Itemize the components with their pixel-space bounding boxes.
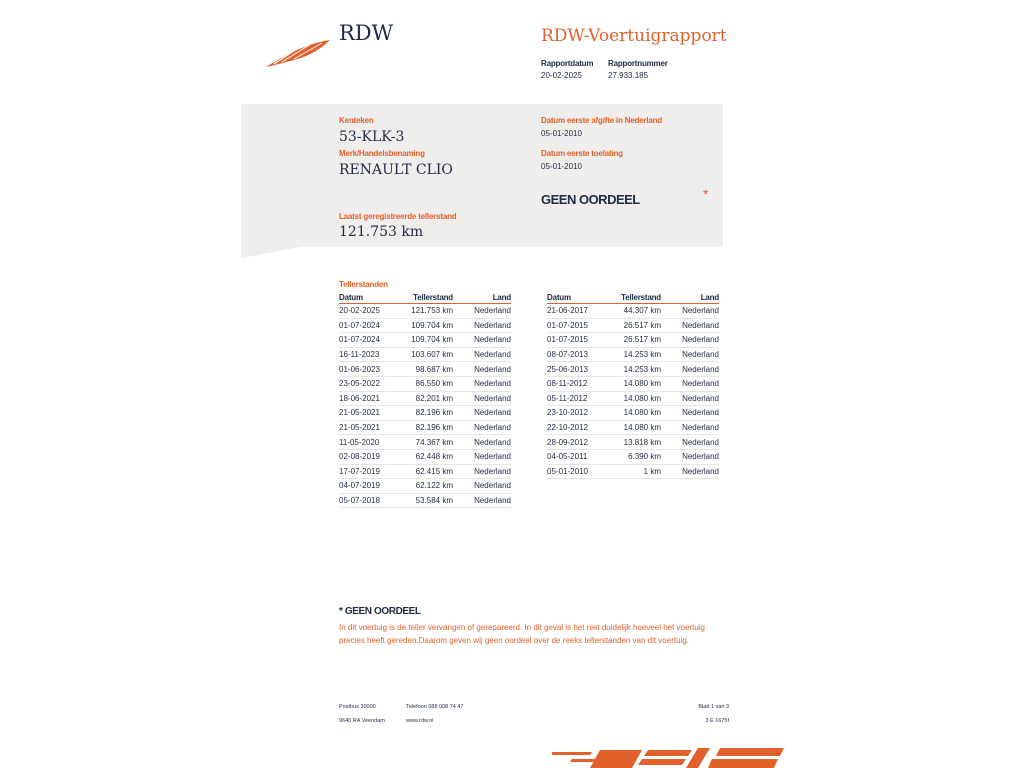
last-odometer-value: 121.753 km	[339, 224, 424, 240]
cell-country: Nederland	[661, 362, 719, 377]
table-row	[339, 304, 511, 319]
footnote-title: * GEEN OORDEEL	[339, 606, 421, 617]
cell-country: Nederland	[661, 318, 719, 333]
vehicle-summary-panel	[241, 104, 723, 247]
cell-odometer: 44.307 km	[609, 304, 661, 319]
cell-odometer: 53.584 km	[401, 493, 453, 508]
cell-odometer: 26.517 km	[609, 333, 661, 348]
vehicle-make: RENAULT CLIO	[339, 162, 453, 178]
table-row	[339, 464, 511, 479]
cell-date: 01-07-2024	[339, 333, 401, 348]
cell-date: 04-07-2019	[339, 479, 401, 494]
cell-date: 01-07-2015	[547, 318, 609, 333]
report-title: RDW-Voertuigrapport	[541, 26, 727, 46]
table-row	[547, 333, 719, 348]
table-row	[339, 435, 511, 450]
cell-date: 05-07-2018	[339, 493, 401, 508]
first-admission-label: Datum eerste toelating	[541, 149, 623, 158]
first-admission-date: 05-01-2010	[541, 162, 582, 171]
cell-date: 23-10-2012	[547, 406, 609, 421]
first-issue-nl-label: Datum eerste afgifte in Nederland	[541, 116, 662, 125]
column-header-date: Datum	[339, 292, 401, 304]
cell-odometer: 62.415 km	[401, 464, 453, 479]
cell-country: Nederland	[453, 464, 511, 479]
report-number-label: Rapportnummer	[608, 59, 668, 68]
brand-name: RDW	[339, 21, 394, 45]
cell-country: Nederland	[661, 376, 719, 391]
cell-country: Nederland	[453, 362, 511, 377]
cell-country: Nederland	[453, 347, 511, 362]
odometer-table-left	[339, 292, 511, 508]
cell-date: 28-09-2012	[547, 435, 609, 450]
table-row	[339, 347, 511, 362]
cell-country: Nederland	[453, 493, 511, 508]
table-row	[339, 420, 511, 435]
report-number: 27.933.185	[608, 71, 649, 80]
table-row	[547, 435, 719, 450]
verdict-text: GEEN OORDEEL	[541, 192, 640, 207]
cell-country: Nederland	[453, 420, 511, 435]
cell-odometer: 62.122 km	[401, 479, 453, 494]
table-row	[547, 318, 719, 333]
footer-page-number: Blad 1 van 3	[698, 704, 729, 710]
table-row	[547, 304, 719, 319]
cell-date: 21-06-2017	[547, 304, 609, 319]
cell-odometer: 1 km	[609, 464, 661, 479]
report-date: 20-02-2025	[541, 71, 582, 80]
cell-date: 02-08-2019	[339, 449, 401, 464]
table-row	[339, 479, 511, 494]
cell-date: 08-07-2013	[547, 347, 609, 362]
cell-odometer: 26.517 km	[609, 318, 661, 333]
first-issue-nl-date: 05-01-2010	[541, 129, 582, 138]
cell-country: Nederland	[661, 464, 719, 479]
cell-odometer: 14.253 km	[609, 347, 661, 362]
report-date-label: Rapportdatum	[541, 59, 594, 68]
last-odometer-label: Laatst geregistreerde tellerstand	[339, 212, 457, 221]
cell-date: 25-06-2013	[547, 362, 609, 377]
cell-date: 20-02-2025	[339, 304, 401, 319]
table-row	[547, 464, 719, 479]
table-row	[339, 362, 511, 377]
cell-date: 01-07-2024	[339, 318, 401, 333]
cell-odometer: 13.818 km	[609, 435, 661, 450]
table-row	[547, 406, 719, 421]
plate-label: Kenteken	[339, 116, 374, 125]
cell-country: Nederland	[661, 391, 719, 406]
table-row	[547, 420, 719, 435]
table-row	[547, 449, 719, 464]
column-header-odometer: Tellerstand	[609, 292, 661, 304]
cell-country: Nederland	[453, 391, 511, 406]
cell-country: Nederland	[661, 406, 719, 421]
cell-odometer: 6.390 km	[609, 449, 661, 464]
cell-odometer: 103.607 km	[401, 347, 453, 362]
table-header-row	[547, 292, 719, 304]
cell-date: 23-05-2022	[339, 376, 401, 391]
cell-country: Nederland	[661, 420, 719, 435]
table-row	[339, 449, 511, 464]
cell-date: 22-10-2012	[547, 420, 609, 435]
odometer-table-right	[547, 292, 719, 479]
column-header-odometer: Tellerstand	[401, 292, 453, 304]
cell-date: 16-11-2023	[339, 347, 401, 362]
cell-date: 18-06-2021	[339, 391, 401, 406]
cell-country: Nederland	[453, 435, 511, 450]
cell-country: Nederland	[661, 347, 719, 362]
footer-website[interactable]: www.rdw.nl	[406, 718, 434, 724]
column-header-date: Datum	[547, 292, 609, 304]
cell-country: Nederland	[453, 304, 511, 319]
cell-odometer: 14.080 km	[609, 376, 661, 391]
cell-odometer: 62.448 km	[401, 449, 453, 464]
footer-address-line1: Postbus 30000	[339, 704, 376, 710]
cell-date: 01-06-2023	[339, 362, 401, 377]
column-header-country: Land	[453, 292, 511, 304]
cell-odometer: 121.753 km	[401, 304, 453, 319]
cell-date: 01-07-2015	[547, 333, 609, 348]
table-header-row	[339, 292, 511, 304]
rdw-stripes-decoration-icon	[552, 746, 784, 768]
cell-country: Nederland	[453, 376, 511, 391]
cell-odometer: 14.080 km	[609, 406, 661, 421]
cell-odometer: 14.253 km	[609, 362, 661, 377]
cell-odometer: 14.080 km	[609, 391, 661, 406]
cell-date: 05-01-2010	[547, 464, 609, 479]
cell-country: Nederland	[453, 449, 511, 464]
verdict-footnote-marker: *	[703, 186, 709, 202]
footer-address-line2: 9640 RA Veendam	[339, 718, 385, 724]
table-row	[547, 347, 719, 362]
cell-date: 05-11-2012	[547, 391, 609, 406]
cell-date: 08-11-2012	[547, 376, 609, 391]
rdw-feather-logo-icon	[264, 34, 332, 70]
panel-tab-decoration	[241, 247, 301, 258]
cell-odometer: 86.550 km	[401, 376, 453, 391]
table-row	[547, 391, 719, 406]
table-row	[339, 376, 511, 391]
cell-odometer: 82.196 km	[401, 420, 453, 435]
cell-country: Nederland	[661, 333, 719, 348]
cell-odometer: 98.687 km	[401, 362, 453, 377]
cell-date: 17-07-2019	[339, 464, 401, 479]
cell-country: Nederland	[453, 333, 511, 348]
table-row	[339, 391, 511, 406]
cell-odometer: 109.704 km	[401, 333, 453, 348]
cell-odometer: 14.080 km	[609, 420, 661, 435]
table-row	[339, 493, 511, 508]
make-label: Merk/Handelsbenaming	[339, 149, 425, 158]
odometer-section-title: Tellerstanden	[339, 280, 388, 289]
footer-document-code: 3 E 1675f	[705, 718, 729, 724]
footer-phone: Telefoon 088 008 74 47	[406, 704, 464, 710]
cell-country: Nederland	[453, 318, 511, 333]
cell-odometer: 74.367 km	[401, 435, 453, 450]
license-plate: 53-KLK-3	[339, 129, 405, 145]
cell-odometer: 82.196 km	[401, 406, 453, 421]
cell-date: 21-05-2021	[339, 406, 401, 421]
cell-country: Nederland	[453, 406, 511, 421]
table-row	[547, 362, 719, 377]
table-row	[339, 318, 511, 333]
table-row	[339, 333, 511, 348]
cell-date: 04-05-2011	[547, 449, 609, 464]
table-row	[547, 376, 719, 391]
cell-date: 21-05-2021	[339, 420, 401, 435]
cell-country: Nederland	[661, 449, 719, 464]
footnote-text: In dit voertuig is de teller vervangen of gerepareerd. In dit geval is het niet duidelijk hoeveel het voertuig precies heeft gereden.Daarom geven wij geen oordeel over de reeks tellerstanden van dit voertuig.	[339, 623, 705, 645]
cell-country: Nederland	[661, 304, 719, 319]
cell-date: 11-05-2020	[339, 435, 401, 450]
table-row	[339, 406, 511, 421]
cell-odometer: 82.201 km	[401, 391, 453, 406]
cell-odometer: 109.704 km	[401, 318, 453, 333]
cell-country: Nederland	[661, 435, 719, 450]
cell-country: Nederland	[453, 479, 511, 494]
column-header-country: Land	[661, 292, 719, 304]
